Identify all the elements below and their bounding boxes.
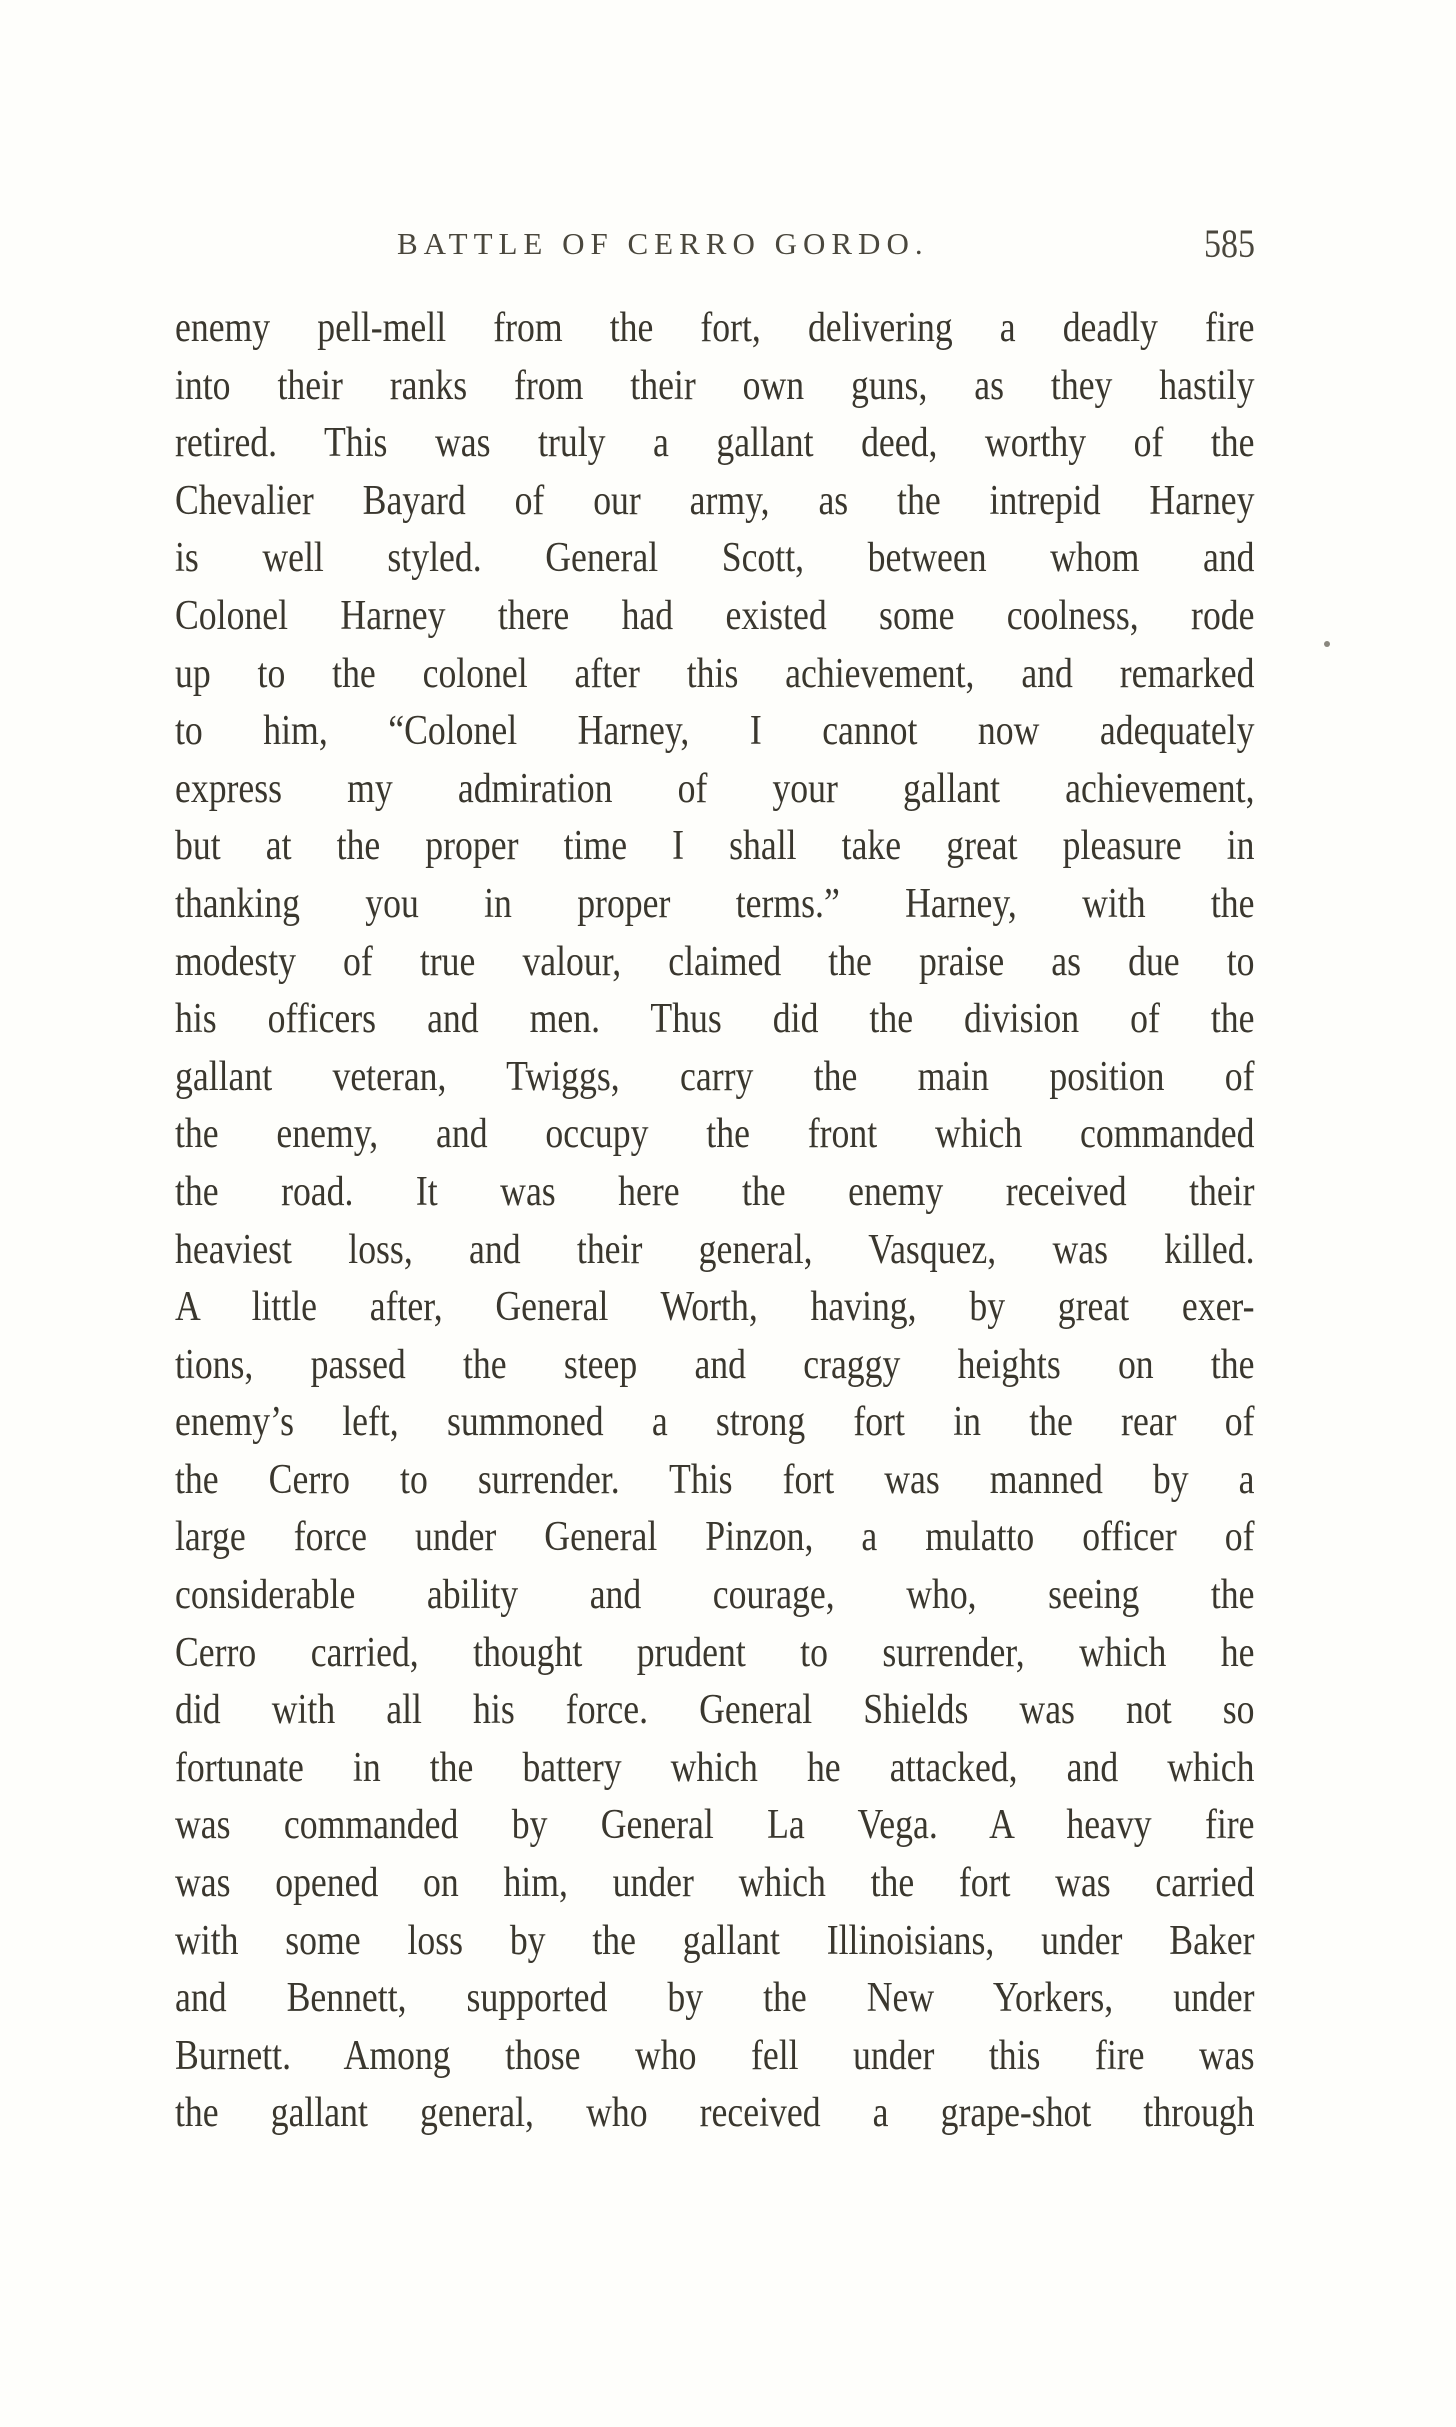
- text-line: did with all his force. General Shields was not so: [175, 1687, 1255, 1734]
- text-line: the Cerro to surrender. This fort was manned by a: [175, 1456, 1255, 1503]
- text-line: Colonel Harney there had existed some coolness, rode: [175, 592, 1255, 639]
- text-line: but at the proper time I shall take great pleasure in: [175, 823, 1255, 870]
- page-number: 585: [1204, 221, 1255, 266]
- text-line: thanking you in proper terms.” Harney, with the: [175, 880, 1255, 927]
- text-line: A little after, General Worth, having, by great exer-: [175, 1284, 1255, 1331]
- text-line: tions, passed the steep and craggy heights on the: [175, 1341, 1255, 1388]
- text-line: retired. This was truly a gallant deed, worthy of the: [175, 420, 1255, 467]
- text-line: the gallant general, who received a grape-shot through: [175, 2090, 1255, 2137]
- chapter-title: BATTLE OF CERRO GORDO.: [397, 226, 929, 261]
- paper-speck: [1324, 641, 1330, 647]
- text-line: Burnett. Among those who fell under this fire was: [175, 2032, 1255, 2079]
- running-head: [175, 221, 1255, 276]
- text-line: express my admiration of your gallant achievement,: [175, 765, 1255, 812]
- text-line: gallant veteran, Twiggs, carry the main position of: [175, 1053, 1255, 1100]
- text-line: heaviest loss, and their general, Vasquez, was killed.: [175, 1226, 1255, 1273]
- text-line: his officers and men. Thus did the division of the: [175, 996, 1255, 1043]
- body-text: [175, 300, 1255, 2143]
- text-line: Chevalier Bayard of our army, as the intrepid Harney: [175, 477, 1255, 524]
- text-line: with some loss by the gallant Illinoisians, under Baker: [175, 1917, 1255, 1964]
- text-line: Cerro carried, thought prudent to surrender, which he: [175, 1629, 1255, 1676]
- text-line: modesty of true valour, claimed the praise as due to: [175, 938, 1255, 985]
- text-line: fortunate in the battery which he attacked, and which: [175, 1744, 1255, 1791]
- text-line: the road. It was here the enemy received their: [175, 1168, 1255, 1215]
- text-line: up to the colonel after this achievement, and remarked: [175, 650, 1255, 697]
- text-line: enemy’s left, summoned a strong fort in the rear of: [175, 1399, 1255, 1446]
- text-line: large force under General Pinzon, a mulatto officer of: [175, 1514, 1255, 1561]
- text-line: is well styled. General Scott, between whom and: [175, 535, 1255, 582]
- text-line: to him, “Colonel Harney, I cannot now adequately: [175, 708, 1255, 755]
- text-line: enemy pell-mell from the fort, delivering a deadly fire: [175, 305, 1255, 351]
- text-line: the enemy, and occupy the front which commanded: [175, 1111, 1255, 1158]
- text-line: considerable ability and courage, who, seeing the: [175, 1572, 1255, 1619]
- text-line: was commanded by General La Vega. A heavy fire: [175, 1802, 1255, 1849]
- text-line: and Bennett, supported by the New Yorkers, under: [175, 1975, 1255, 2022]
- text-line: into their ranks from their own guns, as they hastily: [175, 362, 1255, 409]
- text-line: was opened on him, under which the fort was carried: [175, 1860, 1255, 1907]
